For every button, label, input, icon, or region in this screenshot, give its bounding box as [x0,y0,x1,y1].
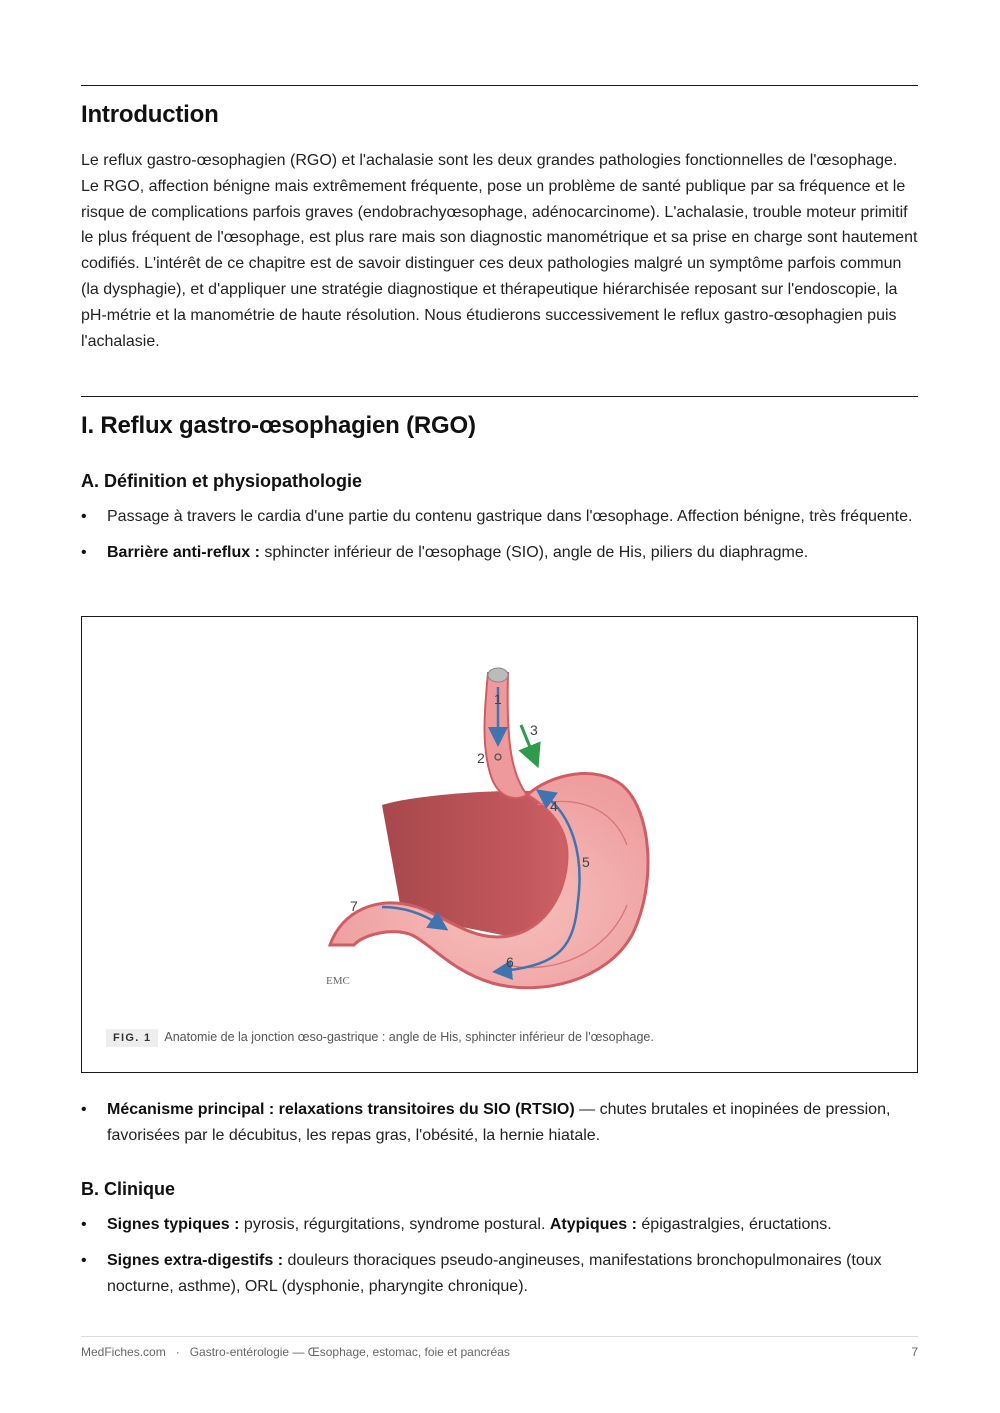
page-number: 7 [911,1345,918,1359]
bullet-text: épigastralgies, éructations. [636,1216,832,1233]
label-5: 5 [582,854,590,870]
bullet-bold: Signes typiques : [107,1216,240,1233]
mechanism-list [81,1097,918,1149]
bullet-bold: Signes extra-digestifs : [107,1251,284,1269]
figure-caption [106,1029,654,1047]
label-1: 1 [494,691,502,707]
definition-list [81,504,918,566]
bullet-bold: Barrière anti-reflux : [107,543,260,561]
subsection-heading-a: A. Définition et physiopathologie [81,471,362,491]
list-item [81,1212,918,1238]
footer-separator: · [175,1345,180,1359]
figure-tag: FIG. 1 [106,1029,158,1047]
label-7: 7 [350,898,358,914]
bolus [488,668,508,682]
label-2: 2 [477,750,485,766]
footer-site: MedFiches.com [81,1345,166,1359]
list-item [81,1097,918,1149]
section-divider [81,396,918,397]
section-heading: I. Reflux gastro-œsophagien (RGO) [81,412,476,439]
subsection-heading-b: B. Clinique [81,1179,175,1199]
figure-box [81,616,918,1073]
intro-heading: Introduction [81,101,219,128]
page-footer [81,1345,918,1359]
emc-watermark: EMC [326,975,350,987]
footer-subtitle: Gastro-entérologie — Œsophage, estomac, foie et pancréas [189,1345,510,1359]
bullet-text: pyrosis, régurgitations, syndrome postural. [239,1216,550,1233]
bullet-bold: Atypiques : [549,1216,637,1233]
bullet-text: — chutes brutales et inopinées de pression, favorisées par le décubitus, les repas gras, l'obésité, la hernie hiatale. [107,1101,891,1144]
label-6: 6 [506,954,514,970]
section-divider [81,85,918,86]
list-item [81,1248,918,1300]
bullet-text: douleurs thoraciques pseudo-angineuses, manifestations bronchopulmonaires (toux nocturne, asthme), ORL (dysphonie, pharyngite chronique). [107,1251,882,1295]
label-4: 4 [550,798,558,814]
stomach-illustration [322,645,682,1005]
bullet-text: sphincter inférieur de l'œsophage (SIO), angle de His, piliers du diaphragme. [259,543,809,561]
caption-text: Anatomie de la jonction œso-gastrique : angle de His, sphincter inférieur de l'œsophage. [164,1030,654,1044]
bullet-text: Passage à travers le cardia d'une partie du contenu gastrique dans l'œsophage. Affection bénigne, très fréquente. [107,508,913,525]
list-item [81,540,918,566]
intro-paragraph: Le reflux gastro-œsophagien (RGO) et l'achalasie sont les deux grandes pathologies fonctionnelles de l'œsophage. Le RGO, affection bénigne mais extrêmement fréquente, pose un problème de santé publique par sa fréquence et le risque de complications parfois graves (endobrachyœsophage, adénocarcinome). L'achalasie, trouble moteur primitif le plus fréquent de l'œsophage, est plus rare mais son diagnostic manométrique et sa prise en charge sont hautement codifiés. L'intérêt de ce chapitre est de savoir distinguer ces deux pathologies malgré un symptôme parfois commun (la dysphagie), et d'appliquer une stratégie diagnostique et thérapeutique hiérarchisée reposant sur l'endoscopie, la pH-métrie et la manométrie de haute résolution. Nous étudierons successivement le reflux gastro-œsophagien puis l'achalasie. [81,152,918,350]
footer-divider [81,1336,918,1337]
clinical-list [81,1212,918,1299]
esophagus [485,673,528,798]
bullet-bold: Mécanisme principal : relaxations transitoires du SIO (RTSIO) [107,1101,575,1118]
list-item [81,504,918,530]
label-3: 3 [530,722,538,738]
